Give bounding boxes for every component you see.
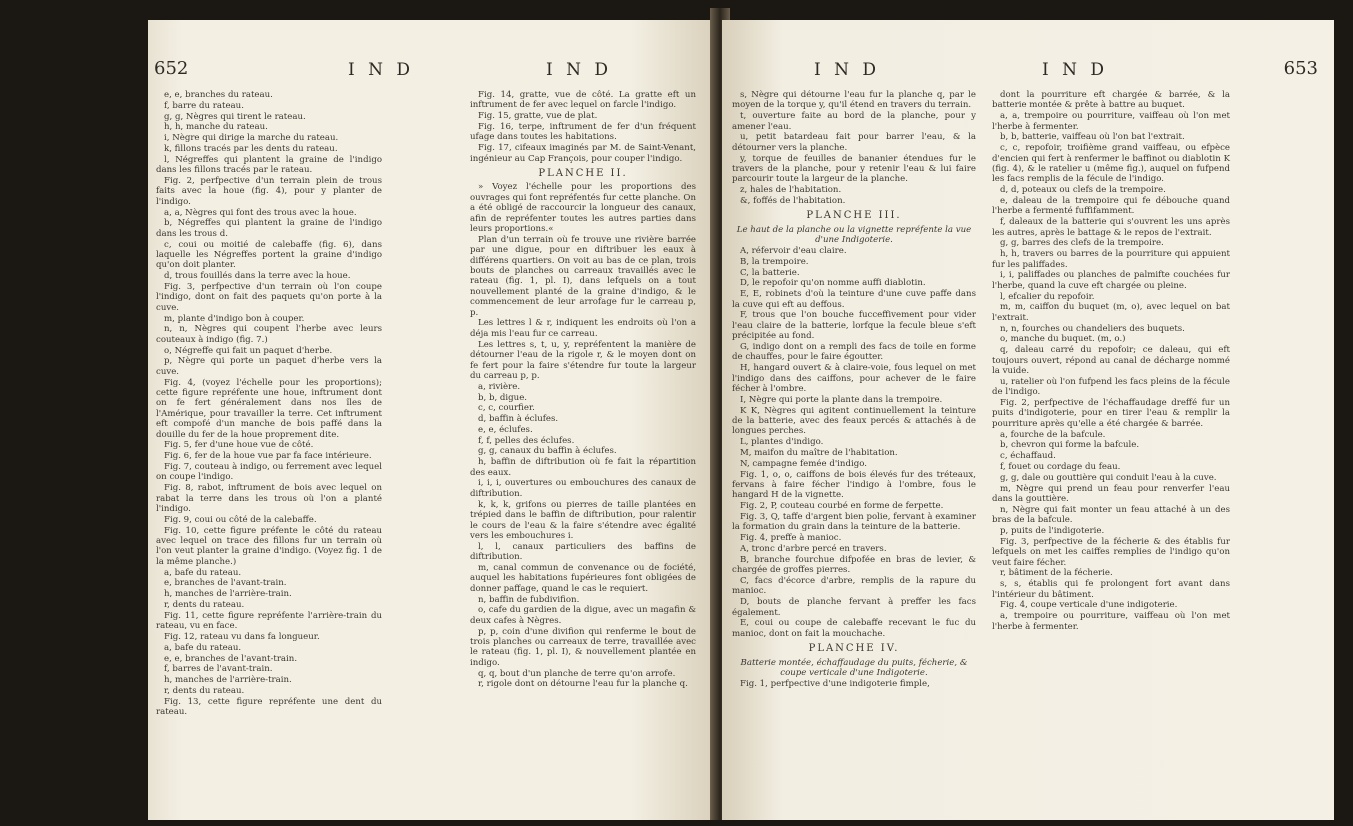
entry-paragraph: A, réfervoir d'eau claire. [740, 246, 847, 257]
entry-paragraph: a, a, Nègres qui font des trous avec la houe. [164, 207, 357, 218]
entry-paragraph: p, p, coin d'une divifion qui renferme le bout de trois planches ou carreaux de terre, travaillée avec le rateau (fig. 1, pl. I), & nouvellement plantée en indigo. [470, 626, 696, 668]
entry-paragraph: b, Négreffes qui plantent la graine de l'indigo dans les trous d. [156, 218, 382, 239]
entry-paragraph: t, ouverture faite au bord de la planche, pour y amener l'eau. [732, 111, 976, 132]
text-column [470, 90, 696, 690]
entry-paragraph: Fig. 8, rabot, inftrument de bois avec lequel on rabat la terre dans les trous où l'on a planté l'indigo. [156, 483, 382, 515]
entry-paragraph: r, dents du rateau. [164, 686, 245, 697]
entry-paragraph: Fig. 12, rateau vu dans fa longueur. [164, 632, 320, 643]
entry-paragraph: Fig. 10, cette figure préfente le côté du rateau avec lequel on trace des fillons fur un terrain où l'on veut planter la graine d'indigo. (Voyez fig. 1 de la même planche.) [156, 525, 382, 567]
entry-paragraph: i, i, i, ouvertures ou embouchures des canaux de diftribution. [470, 478, 696, 499]
entry-paragraph: l, l, canaux particuliers des baffins de diftribution. [470, 541, 696, 563]
entry-paragraph: Fig. 7, couteau à indigo, ou ferrement avec lequel on coupe l'indigo. [156, 462, 382, 483]
running-head-secondary: I N D [1042, 60, 1109, 80]
entry-paragraph: o, manche du buquet. (m, o.) [1000, 334, 1126, 345]
left-page [148, 20, 716, 820]
entry-paragraph: e, daleau de la trempoire qui fe débouche quand l'herbe a fermenté fuffifamment. [992, 196, 1230, 217]
entry-paragraph: Fig. 1, perfpective d'une indigoterie fimple, [740, 678, 930, 689]
entry-paragraph: z, hales de l'habitation. [740, 185, 842, 196]
entry-paragraph: s, Nègre qui détourne l'eau fur la planche q, par le moyen de la torque y, qu'il étend en travers du terrain. [732, 90, 976, 111]
entry-paragraph: i, i, paliffades ou planches de palmifte couchées fur l'herbe, quand la cuve eft chargée ou pleine. [992, 270, 1230, 291]
entry-paragraph: m, plante d'indigo bon à couper. [164, 313, 305, 324]
entry-paragraph: y, torque de feuilles de bananier étendues fur le travers de la planche, pour y retenir l'eau & lui faire parcourir toute la largeur de la planche. [732, 153, 976, 185]
entry-paragraph: c, c, repofoir, troifième grand vaiffeau, ou efpèce d'encien qui fert à renfermer le baffinot ou diablotin K (fig. 4), & le ratelier u (même fig.), auquel on fufpend les facs remplis de la fécule de l'indigo. [992, 143, 1230, 185]
entry-paragraph: e, e, branches du rateau. [164, 90, 273, 100]
entry-paragraph: Fig. 11, cette figure repréfente l'arrière-train du rateau, vu en face. [156, 610, 382, 632]
entry-paragraph: Fig. 2, perfpective de l'échaffaudage dreffé fur un puits d'indigoterie, pour en tirer l'eau & remplir la pourriture après qu'elle a été chargée & barrée. [992, 398, 1230, 429]
entry-paragraph: Fig. 6, fer de la houe vue par fa face intérieure. [164, 451, 372, 462]
entry-paragraph: Plan d'un terrain où fe trouve une rivière barrée par une digue, pour en diftribuer les eaux à différens quartiers. On voit au bas de ce plan, trois bouts de planches ou carreaux travaillés avec le rateau (fig. 1, pl. I), dans lefquels on a tout nouvellement planté de la graine d'indigo, & le commencement de leur arrofage fur le carreau p, p. [470, 234, 696, 318]
entry-paragraph: c, c, courfier. [478, 403, 535, 414]
entry-paragraph: » Voyez l'échelle pour les proportions des ouvrages qui font repréfentés fur cette planche. On a été obligé de raccourcir la longueur des canaux, afin de repréfenter toutes les autres parties dans leurs proportions.« [470, 182, 696, 235]
entry-paragraph: f, daleaux de la batterie qui s'ouvrent les uns après les autres, après le battage & le repos de l'extrait. [992, 217, 1230, 238]
entry-paragraph: u, petit batardeau fait pour barrer l'eau, & la détourner vers la planche. [732, 132, 976, 153]
entry-paragraph: Fig. 17, cifeaux imaginés par M. de Saint-Venant, ingénieur au Cap François, pour couper l'indigo. [470, 143, 696, 164]
entry-paragraph: C, la batterie. [740, 267, 800, 278]
entry-paragraph: N, campagne femée d'indigo. [740, 458, 867, 469]
entry-paragraph: q, q, bout d'un planche de terre qu'on arrofe. [478, 668, 676, 679]
entry-paragraph: k, fillons tracés par les dents du rateau. [164, 143, 338, 154]
text-column [156, 90, 382, 718]
page-number: 652 [154, 58, 189, 79]
entry-paragraph: a, trempoire ou pourriture, vaiffeau où l'on met l'herbe à fermenter. [992, 611, 1230, 632]
entry-paragraph: Fig. 3, perfpective de la fécherie & des établis fur lefquels on met les caiffes remplies de l'indigo qu'on veut faire fécher. [992, 536, 1230, 568]
entry-paragraph: Fig. 14, gratte, vue de côté. La gratte eft un inftrument de fer avec lequel on farcle l'indigo. [470, 90, 696, 111]
entry-paragraph: a, bafe du rateau. [164, 567, 242, 578]
entry-paragraph: m, m, caiffon du buquet (m, o), avec lequel on bat l'extrait. [992, 302, 1230, 323]
entry-paragraph: D, le repofoir qu'on nomme auffi diablotin. [740, 278, 926, 289]
entry-paragraph: Fig. 16, terpe, inftrument de fer d'un fréquent ufage dans toutes les habitations. [470, 122, 696, 143]
entry-paragraph: r, dents du rateau. [164, 600, 245, 611]
entry-paragraph: n, baffin de fubdivifion. [478, 594, 580, 605]
entry-paragraph: Fig. 3, perfpective d'un terrain où l'on coupe l'indigo, dont on fait des paquets qu'on porte à la cuve. [156, 282, 382, 313]
entry-paragraph: d, baffin à éclufes. [478, 414, 559, 425]
entry-paragraph: d, d, poteaux ou clefs de la trempoire. [1000, 185, 1166, 196]
entry-paragraph: u, ratelier où l'on fufpend les facs pleins de la fécule de l'indigo. [992, 376, 1230, 398]
entry-paragraph: E, E, robinets d'où la teinture d'une cuve paffe dans la cuve qui eft au deffous. [732, 289, 976, 310]
entry-paragraph: l, efcalier du repofoir. [1000, 291, 1095, 302]
entry-paragraph: dont la pourriture eft chargée & barrée, & la batterie montée & prête à battre au buquet. [992, 90, 1230, 111]
entry-paragraph: f, barre du rateau. [164, 100, 244, 111]
entry-paragraph: p, puits de l'indigoterie. [1000, 526, 1105, 537]
entry-paragraph: F, trous que l'on bouche fucceffivement pour vider l'eau claire de la batterie, lorfque la fecule bleue s'eft précipitée au fond. [732, 310, 976, 342]
entry-paragraph: Fig. 5, fer d'une houe vue de côté. [164, 440, 314, 451]
right-page [722, 20, 1334, 820]
entry-paragraph: I, Nègre qui porte la plante dans la trempoire. [740, 394, 943, 405]
entry-paragraph: r, rigole dont on détourne l'eau fur la planche q. [478, 679, 688, 690]
entry-paragraph: Les lettres s, t, u, y, repréfentent la manière de détourner l'eau de la rigole r, & le moyen dont on fe fert pour la faire s'étendre fur toute la largeur du carreau p, p. [470, 339, 696, 381]
plate-subtitle: Le haut de la planche ou la vignette repréfente la vue d'une Indigoterie. [736, 224, 972, 246]
entry-paragraph: n, n, Nègres qui coupent l'herbe avec leurs couteaux à indigo (fig. 7.) [156, 324, 382, 345]
entry-paragraph: g, g, canaux du baffin à éclufes. [478, 446, 617, 457]
entry-paragraph: a, fourche de la bafcule. [1000, 429, 1106, 440]
entry-paragraph: m, Nègre qui prend un feau pour renverfer l'eau dans la gouttière. [992, 483, 1230, 505]
plate-heading: PLANCHE IV. [808, 643, 900, 655]
entry-paragraph: &, foffés de l'habitation. [740, 196, 846, 207]
plate-heading: PLANCHE II. [538, 168, 628, 180]
entry-paragraph: d, trous fouillés dans la terre avec la houe. [164, 271, 351, 282]
entry-paragraph: A, tronc d'arbre percé en travers. [740, 544, 887, 555]
entry-paragraph: p, Nègre qui porte un paquet d'herbe vers la cuve. [156, 356, 382, 377]
entry-paragraph: a, bafe du rateau. [164, 642, 242, 653]
entry-paragraph: o, Négreffe qui fait un paquet d'herbe. [164, 345, 333, 356]
entry-paragraph: g, g, barres des clefs de la trempoire. [1000, 238, 1164, 249]
entry-paragraph: e, e, branches de l'avant-train. [164, 653, 298, 664]
entry-paragraph: a, a, trempoire ou pourriture, vaiffeau où l'on met l'herbe à fermenter. [992, 111, 1230, 132]
running-head: I N D [348, 60, 415, 80]
entry-paragraph: e, branches de l'avant-train. [164, 578, 287, 589]
entry-paragraph: B, la trempoire. [740, 256, 809, 267]
running-head: I N D [814, 60, 881, 80]
entry-paragraph: Fig. 13, cette figure repréfente une dent du rateau. [156, 696, 382, 718]
entry-paragraph: c, échaffaud. [1000, 451, 1056, 462]
entry-paragraph: e, e, éclufes. [478, 424, 533, 435]
entry-paragraph: f, f, pelles des éclufes. [478, 435, 575, 446]
entry-paragraph: Fig. 4, (voyez l'échelle pour les proportions); cette figure repréfente une houe, inftrument dont on fe fert généralement dans nos îles de l'Amérique, pour travailler la terre. Cet inftrument eft compofé d'un manche de bois paffé dans la douille du fer de la houe proprement dite. [156, 377, 382, 440]
entry-paragraph: f, fouet ou cordage du feau. [1000, 462, 1121, 473]
entry-paragraph: k, k, k, grifons ou pierres de taille plantées en trépied dans le baffin de diftribution, pour ralentir le cours de l'eau & la faire s'étendre avec égalité vers les embouchures i. [470, 499, 696, 541]
plate-subtitle: Batterie montée, échaffaudage du puits, fécherie, & coupe verticale d'une Indigoterie. [740, 657, 968, 679]
entry-paragraph: Les lettres l & r, indiquent les endroits où l'on a déja mis l'eau fur ce carreau. [470, 318, 696, 339]
entry-paragraph: E, coui ou coupe de calebaffe recevant le fuc du manioc, dont on fait la mouchache. [732, 618, 976, 639]
entry-paragraph: n, n, fourches ou chandeliers des buquets. [1000, 323, 1185, 334]
entry-paragraph: o, cafe du gardien de la digue, avec un magafin & deux cafes à Nègres. [470, 605, 696, 626]
entry-paragraph: h, manches de l'arrière-train. [164, 675, 292, 686]
entry-paragraph: s, s, établis qui fe prolongent fort avant dans l'intérieur du bâtiment. [992, 579, 1230, 600]
entry-paragraph: D, bouts de planche fervant à preffer les facs également. [732, 597, 976, 618]
running-head-secondary: I N D [546, 60, 613, 80]
entry-paragraph: g, g, Nègres qui tirent le rateau. [164, 111, 306, 122]
entry-paragraph: Fig. 3, Q, taffe d'argent bien polie, fervant à examiner la formation du grain dans la teinture de la batterie. [732, 512, 976, 533]
entry-paragraph: B, branche fourchue difpofée en bras de levier, & chargée de groffes pierres. [732, 554, 976, 576]
entry-paragraph: Fig. 15, gratte, vue de plat. [478, 111, 598, 122]
entry-paragraph: g, g, dale ou gouttière qui conduit l'eau à la cuve. [1000, 472, 1217, 483]
entry-paragraph: C, facs d'écorce d'arbre, remplis de la rapure du manioc. [732, 576, 976, 597]
entry-paragraph: q, daleau carré du repofoir; ce daleau, qui eft toujours ouvert, répond au canal de décharge nommé la vuide. [992, 345, 1230, 377]
entry-paragraph: l, Négreffes qui plantent la graine de l'indigo dans les fillons tracés par le rateau. [156, 154, 382, 176]
entry-paragraph: h, h, manche du rateau. [164, 122, 268, 133]
entry-paragraph: r, bâtiment de la fécherie. [1000, 568, 1113, 579]
entry-paragraph: Fig. 4, coupe verticale d'une indigoterie. [1000, 600, 1178, 611]
entry-paragraph: h, manches de l'arrière-train. [164, 589, 292, 600]
text-column [992, 90, 1230, 632]
entry-paragraph: h, baffin de diftribution où fe fait la répartition des eaux. [470, 457, 696, 478]
entry-paragraph: m, canal commun de convenance ou de fociété, auquel les habitations fupérieures font obligées de donner paffage, quand le cas le requiert. [470, 562, 696, 594]
book-spread [20, 8, 1336, 820]
entry-paragraph: Fig. 2, perfpective d'un terrain plein de trous faits avec la houe (fig. 4), pour y planter de l'indigo. [156, 175, 382, 207]
entry-paragraph: Fig. 1, o, o, caiffons de bois élevés fur des tréteaux, fervans à faire fécher l'indigo à l'ombre, fous le hangard H de la vignette. [732, 469, 976, 501]
entry-paragraph: f, barres de l'avant-train. [164, 664, 273, 675]
entry-paragraph: a, rivière. [478, 381, 521, 392]
entry-paragraph: h, h, travers ou barres de la pourriture qui appuient fur les paliffades. [992, 249, 1230, 270]
entry-paragraph: Fig. 9, coui ou côté de la calebaffe. [164, 514, 317, 525]
text-column [732, 90, 976, 690]
entry-paragraph: b, chevron qui forme la bafcule. [1000, 440, 1140, 451]
entry-paragraph: n, Nègre qui fait monter un feau attaché à un des bras de la bafcule. [992, 504, 1230, 526]
entry-paragraph: c, coui ou moitié de calebaffe (fig. 6), dans laquelle les Négreffes portent la graine d'indigo qu'on doit planter. [156, 239, 382, 271]
entry-paragraph: b, b, batterie, vaiffeau où l'on bat l'extrait. [1000, 132, 1185, 143]
plate-heading: PLANCHE III. [806, 210, 902, 222]
entry-paragraph: i, Nègre qui dirige la marche du rateau. [164, 133, 339, 144]
entry-paragraph: b, b, digue. [478, 392, 528, 403]
entry-paragraph: Fig. 2, P, couteau courbé en forme de ferpette. [740, 501, 944, 512]
entry-paragraph: L, plantes d'indigo. [740, 437, 824, 448]
entry-paragraph: H, hangard ouvert & à claire-voie, fous lequel on met l'indigo dans des caiffons, pour achever de le faire fécher à l'ombre. [732, 363, 976, 395]
entry-paragraph: K K, Nègres qui agitent continuellement la teinture de la batterie, avec des feaux percés & attachés à de longues perches. [732, 405, 976, 437]
entry-paragraph: Fig. 4, preffe à manioc. [740, 533, 842, 544]
entry-paragraph: G, indigo dont on a rempli des facs de toile en forme de chauffes, pour le faire égoutter. [732, 342, 976, 363]
page-number: 653 [1283, 58, 1318, 79]
entry-paragraph: M, maifon du maître de l'habitation. [740, 448, 898, 459]
